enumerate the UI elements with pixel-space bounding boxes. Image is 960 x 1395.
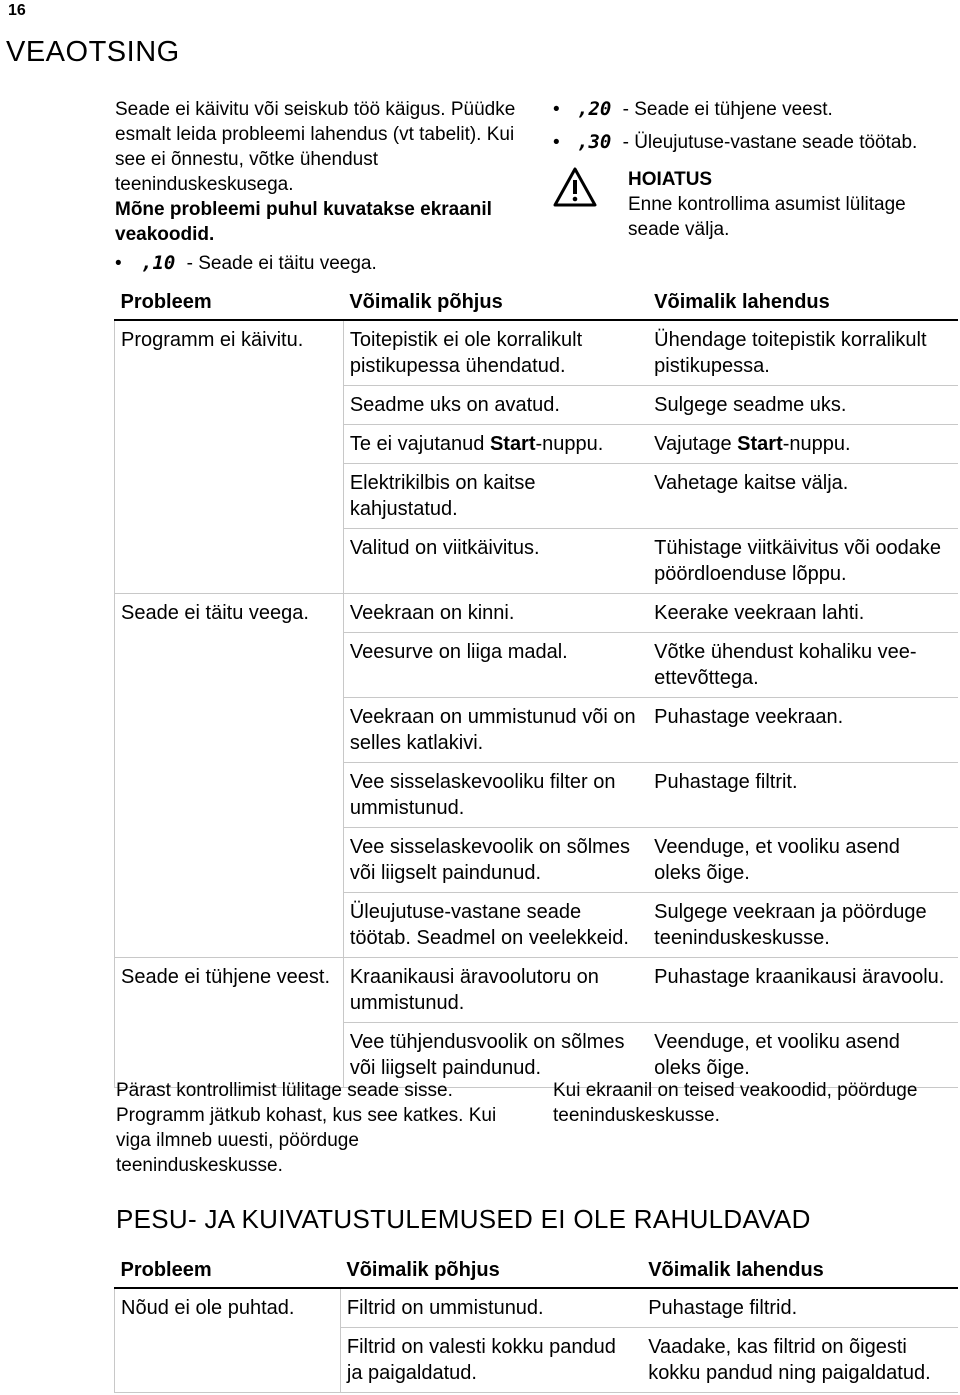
error-code-item [115,251,520,276]
cell-cause: Veesurve on liiga madal. [343,633,648,698]
column-header-cause: Võimalik põhjus [340,1253,642,1288]
error-code: ,30 [577,131,612,153]
column-header-solution: Võimalik lahendus [642,1253,958,1288]
cell-solution: Sulgege seadme uks. [648,386,958,425]
error-code-item [553,130,958,163]
table-row [115,594,959,633]
cell-problem: Programm ei käivitu. [115,320,344,386]
cell-problem [115,464,344,529]
after-check-note: Pärast kontrollimist lülitage seade sisse. Programm jätkub kohast, kus see katkes. Kui viga ilmneb uuesti, pöörduge teeninduskeskusse. [116,1080,497,1176]
start-button-label: Start [489,433,536,455]
page-number: 16 [8,2,26,19]
table-row [115,386,959,425]
error-code-text: - Seade ei tühjene veest. [617,99,833,120]
table-header-row [115,285,959,320]
intro-error-codes-note: Mõne probleemi puhul kuvatakse ekraanil veakoodid. [115,199,492,245]
table-row [115,893,959,958]
results-table [114,1253,958,1393]
cell-solution: Puhastage filtrit. [648,763,958,828]
table-row [115,425,959,464]
cell-problem [115,633,344,698]
column-header-solution: Võimalik lahendus [648,285,958,320]
cell-solution: Puhastage kraanikausi äravoolu. [648,958,958,1023]
intro-text [115,97,520,276]
cell-cause: Kraanikausi äravoolutoru on ummistunud. [343,958,648,1023]
cell-solution: Veenduge, et vooliku asend oleks õige. [648,1023,958,1088]
error-code-text: - Üleujutuse-vastane seade töötab. [617,132,918,153]
error-code: ,10 [141,252,176,274]
cell-solution: Puhastage filtrid. [642,1288,958,1328]
table-row [115,958,959,1023]
cause-text: -nuppu. [535,433,604,455]
cell-cause: Valitud on viitkäivitus. [343,529,648,594]
warning-body: Enne kontrollima asumist lülitage seade välja. [628,194,906,240]
table-row [115,320,959,386]
section-title-results: PESU- JA KUIVATUSTULEMUSED EI OLE RAHULDAVAD [116,1204,811,1234]
column-header-problem: Probleem [115,285,344,320]
table-row [115,828,959,893]
table-row [115,763,959,828]
cell-solution: Võtke ühendust kohaliku vee-ettevõttega. [648,633,958,698]
error-code-text: - Seade ei täitu veega. [181,253,377,274]
cell-problem: Nõud ei ole puhtad. [115,1288,341,1328]
column-header-problem: Probleem [115,1253,341,1288]
cell-cause: Veekraan on ummistunud või on selles katlakivi. [343,698,648,763]
error-code-item [553,97,958,130]
intro-paragraph: Seade ei käivitu või seiskub töö käigus. Püüdke esmalt leida probleemi lahendus (vt tabelit). Kui see ei õnnestu, võtke ühendust teeninduskeskusega. [115,99,516,195]
table-row [115,1288,959,1328]
cell-problem [115,698,344,763]
cell-cause: Vee tühjendusvoolik on sõlmes või liigselt paindunud. [343,1023,648,1088]
cell-problem [115,425,344,464]
cell-problem [115,386,344,425]
table-row [115,1328,959,1393]
cell-cause: Vee sisselaskevoolik on sõlmes või liigselt paindunud. [343,828,648,893]
bullet-icon: • [115,253,122,274]
cell-solution: Puhastage veekraan. [648,698,958,763]
warning-title: HOIATUS [628,169,713,190]
warning-box [553,167,958,247]
cell-problem: Seade ei tühjene veest. [115,958,344,1023]
cell-solution: Sulgege veekraan ja pöörduge teeninduskeskusse. [648,893,958,958]
cell-problem [115,1328,341,1393]
cell-solution: Veenduge, et vooliku asend oleks õige. [648,828,958,893]
cell-cause [343,425,648,464]
cell-solution: Tühistage viitkäivitus või oodake pöördloenduse lõppu. [648,529,958,594]
cell-solution [648,425,958,464]
solution-text: Vajutage [654,433,738,455]
cell-problem [115,828,344,893]
cell-cause: Veekraan on kinni. [343,594,648,633]
bullet-icon: • [553,99,560,120]
other-codes-note: Kui ekraanil on teised veakoodid, pöörduge teeninduskeskusse. [553,1080,918,1126]
start-button-label: Start [737,433,783,455]
cell-problem: Seade ei täitu veega. [115,594,344,633]
cell-cause: Filtrid on valesti kokku pandud ja paigaldatud. [340,1328,642,1393]
cell-solution: Vaadake, kas filtrid on õigesti kokku pandud ning paigaldatud. [642,1328,958,1393]
section-title-troubleshooting: VEAOTSING [6,36,180,68]
table-row [115,633,959,698]
cell-cause: Elektrikilbis on kaitse kahjustatud. [343,464,648,529]
column-header-cause: Võimalik põhjus [343,285,648,320]
cell-problem [115,893,344,958]
table-row [115,698,959,763]
troubleshooting-table [114,285,958,1088]
cell-problem [115,529,344,594]
table-header-row [115,1253,959,1288]
cell-solution: Keerake veekraan lahti. [648,594,958,633]
cell-solution: Vahetage kaitse välja. [648,464,958,529]
warning-text [628,167,958,242]
error-codes-right [553,97,958,247]
cell-cause: Vee sisselaskevooliku filter on ummistunud. [343,763,648,828]
table-row [115,529,959,594]
cause-text: Te ei vajutanud [349,433,490,455]
bullet-icon: • [553,132,560,153]
cell-cause: Filtrid on ummistunud. [340,1288,642,1328]
cell-problem [115,763,344,828]
cell-solution: Ühendage toitepistik korralikult pistikupessa. [648,320,958,386]
error-code: ,20 [577,98,612,120]
cell-cause: Toitepistik ei ole korralikult pistikupessa ühendatud. [343,320,648,386]
cell-cause: Seadme uks on avatud. [343,386,648,425]
table-row [115,464,959,529]
solution-text: -nuppu. [782,433,851,455]
warning-triangle-icon [553,167,597,207]
cell-cause: Üleujutuse-vastane seade töötab. Seadmel on veelekkeid. [343,893,648,958]
